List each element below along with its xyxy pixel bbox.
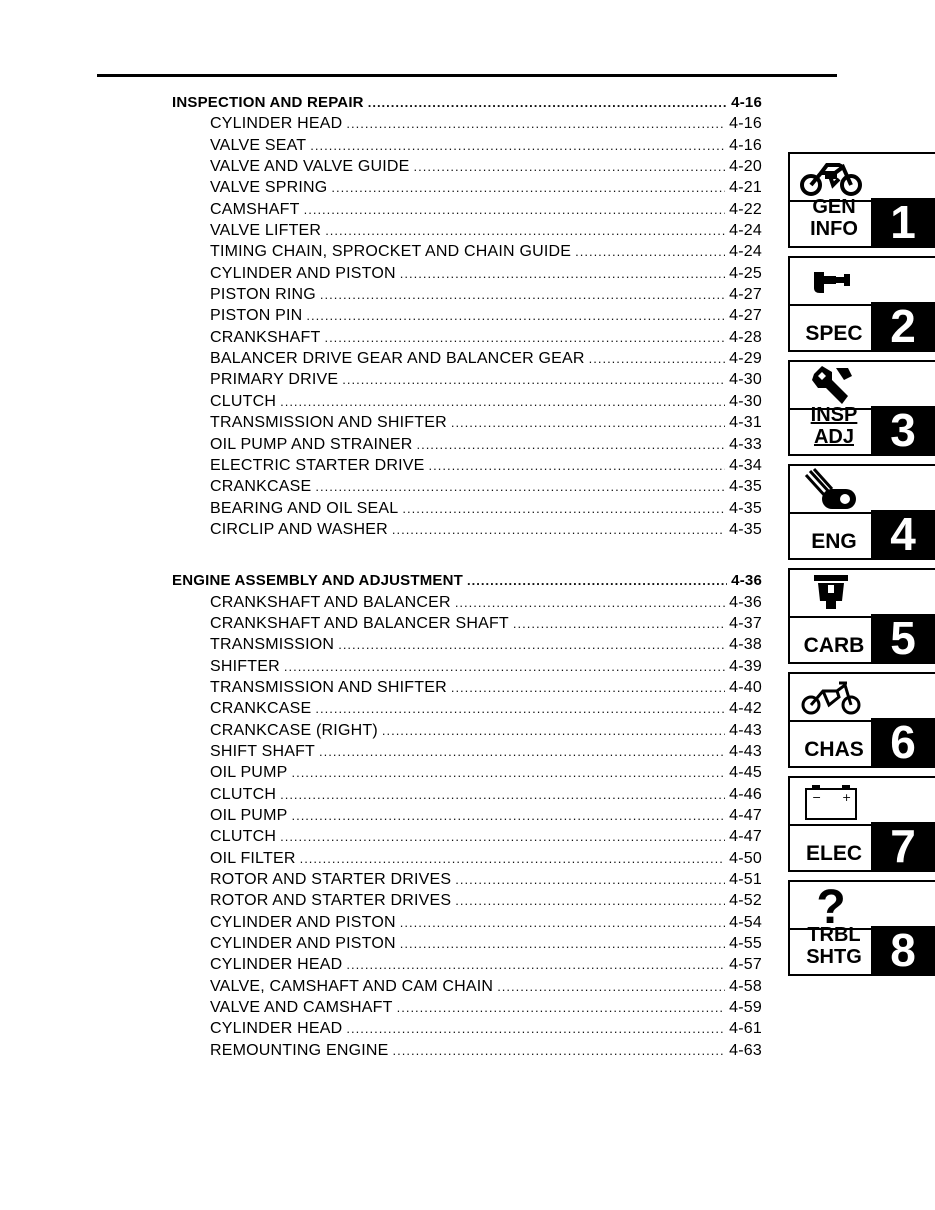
- dot-leader: [291, 805, 725, 826]
- question-icon: [790, 882, 872, 928]
- toc-section-heading[interactable]: [172, 570, 762, 591]
- dot-leader: [325, 220, 725, 241]
- toc-page-number: 4-16: [731, 94, 762, 111]
- toc-entry[interactable]: [172, 762, 762, 783]
- toc-entry-title: TRANSMISSION AND SHIFTER: [210, 414, 447, 432]
- toc-entry[interactable]: [172, 220, 762, 241]
- toc-entry-title: CAMSHAFT: [210, 200, 300, 218]
- dot-leader: [392, 519, 725, 540]
- wrench-gauge-icon: [790, 258, 872, 304]
- chapter-tabs: [788, 152, 935, 984]
- tab-divider: [790, 304, 872, 306]
- toc-entry-title: ENGINE ASSEMBLY AND ADJUSTMENT: [172, 572, 464, 590]
- motorcycle-icon: [790, 154, 872, 200]
- dot-leader: [310, 135, 725, 156]
- dot-leader: [280, 391, 725, 412]
- toc-page-number: 4-46: [729, 785, 762, 803]
- toc-entry-title: VALVE SPRING: [210, 179, 328, 197]
- dot-leader: [320, 284, 725, 305]
- dot-leader: [291, 762, 725, 783]
- chapter-tab-number: 5: [871, 614, 935, 662]
- toc-entry-title: TRANSMISSION AND SHIFTER: [210, 678, 447, 696]
- toc-page-number: 4-58: [729, 977, 762, 995]
- toc-entry[interactable]: [172, 634, 762, 655]
- toc-section: [172, 570, 762, 1061]
- dot-leader: [300, 848, 726, 869]
- chapter-tab-number: 8: [871, 926, 935, 974]
- chapter-tab-number: 1: [871, 198, 935, 246]
- toc-page-number: 4-59: [729, 999, 762, 1017]
- battery-icon: [790, 778, 872, 824]
- tab-divider: [790, 512, 872, 514]
- dot-leader: [393, 1040, 726, 1061]
- toc-entry[interactable]: [172, 284, 762, 305]
- toc-page-number: 4-30: [729, 392, 762, 410]
- toc-page-number: 4-28: [729, 328, 762, 346]
- toc-entry-title: BEARING AND OIL SEAL: [210, 499, 399, 517]
- chapter-tab-label-line: GEN: [812, 196, 856, 218]
- toc-entry[interactable]: [172, 391, 762, 412]
- dot-leader: [467, 570, 727, 591]
- toc-page-number: 4-35: [729, 478, 762, 496]
- toc-page-number: 4-63: [729, 1041, 762, 1059]
- chapter-tab[interactable]: [788, 360, 935, 456]
- toc-entry[interactable]: [172, 826, 762, 847]
- dot-leader: [315, 476, 725, 497]
- top-rule: [97, 74, 837, 77]
- tab-divider: [790, 616, 872, 618]
- dot-leader: [346, 113, 725, 134]
- toc-entry[interactable]: [172, 656, 762, 677]
- toc-page-number: 4-57: [729, 956, 762, 974]
- toc-entry-title: VALVE AND CAMSHAFT: [210, 999, 393, 1017]
- toc-entry[interactable]: [172, 476, 762, 497]
- toc-page-number: 4-34: [729, 456, 762, 474]
- carburetor-icon: [790, 570, 872, 616]
- toc-page-number: 4-29: [729, 350, 762, 368]
- toc-entry[interactable]: [172, 412, 762, 433]
- toc-entry-title: CRANKCASE: [210, 478, 312, 496]
- dot-leader: [346, 954, 725, 975]
- toc-entry[interactable]: [172, 177, 762, 198]
- chapter-tab[interactable]: [788, 672, 935, 768]
- toc-entry[interactable]: [172, 784, 762, 805]
- toc-page-number: 4-30: [729, 371, 762, 389]
- chapter-tab[interactable]: [788, 568, 935, 664]
- toc-entry[interactable]: [172, 912, 762, 933]
- toc-entry[interactable]: [172, 677, 762, 698]
- toc-page-number: 4-54: [729, 913, 762, 931]
- toc-page-number: 4-37: [729, 614, 762, 632]
- toc-entry[interactable]: [172, 348, 762, 369]
- toc-entry[interactable]: [172, 848, 762, 869]
- chapter-tab-number: 3: [871, 406, 935, 454]
- toc-page-number: 4-50: [729, 849, 762, 867]
- dot-leader: [416, 434, 725, 455]
- toc-page-number: 4-35: [729, 520, 762, 538]
- engine-icon: [790, 466, 872, 512]
- toc-page-number: 4-27: [729, 286, 762, 304]
- dot-leader: [575, 241, 725, 262]
- toc-page-number: 4-61: [729, 1020, 762, 1038]
- chapter-tab-label: [796, 196, 872, 240]
- toc-entry[interactable]: [172, 869, 762, 890]
- toc-page-number: 4-43: [729, 721, 762, 739]
- toc-entry-title: TIMING CHAIN, SPROCKET AND CHAIN GUIDE: [210, 243, 572, 261]
- toc-entry-title: OIL PUMP: [210, 764, 288, 782]
- toc-entry-title: PISTON RING: [210, 286, 316, 304]
- dot-leader: [451, 677, 725, 698]
- toc-entry-title: PISTON PIN: [210, 307, 303, 325]
- chapter-tab-label: [796, 635, 872, 656]
- dot-leader: [368, 92, 727, 113]
- wrench-icon: [790, 362, 872, 408]
- toc-entry[interactable]: [172, 1018, 762, 1039]
- toc-section-heading[interactable]: [172, 92, 762, 113]
- chapter-tab-label: [796, 404, 872, 448]
- toc-page-number: 4-47: [729, 807, 762, 824]
- toc-entry-title: CYLINDER AND PISTON: [210, 913, 396, 931]
- toc-page-number: 4-16: [729, 115, 762, 133]
- chapter-tab-label-line: ENG: [811, 530, 857, 553]
- toc-entry[interactable]: [172, 1040, 762, 1061]
- dot-leader: [315, 698, 725, 719]
- dot-leader: [429, 455, 726, 476]
- dot-leader: [451, 412, 725, 433]
- chapter-tab[interactable]: [788, 256, 935, 352]
- toc-entry-title: CYLINDER HEAD: [210, 956, 343, 974]
- toc-page-number: 4-21: [729, 179, 762, 197]
- dot-leader: [400, 933, 725, 954]
- toc-entry[interactable]: [172, 263, 762, 284]
- toc-entry-title: ROTOR AND STARTER DRIVES: [210, 871, 452, 889]
- svg-text:+: +: [842, 791, 852, 804]
- toc-page-number: 4-55: [729, 935, 762, 953]
- toc-page-number: 4-24: [729, 243, 762, 261]
- toc-entry-title: CRANKCASE: [210, 700, 312, 718]
- toc-entry-title: ROTOR AND STARTER DRIVES: [210, 892, 452, 910]
- dot-leader: [455, 890, 725, 911]
- dot-leader: [402, 498, 725, 519]
- toc-page-number: 4-40: [729, 678, 762, 696]
- chapter-tab-label: [796, 323, 872, 344]
- dot-leader: [414, 156, 726, 177]
- dot-leader: [342, 369, 725, 390]
- tab-divider: [790, 720, 872, 722]
- chapter-tab-label-line: CHAS: [804, 738, 864, 761]
- toc-entry-title: CYLINDER HEAD: [210, 1020, 343, 1038]
- toc-page-number: 4-51: [729, 871, 762, 889]
- dot-leader: [319, 741, 725, 762]
- toc-entry-title: CIRCLIP AND WASHER: [210, 520, 388, 538]
- toc-page-number: 4-45: [729, 764, 762, 782]
- toc-entry-title: TRANSMISSION: [210, 636, 335, 654]
- chapter-tab-label-line: SHTG: [806, 946, 862, 968]
- dot-leader: [284, 656, 725, 677]
- toc-entry-title: CLUTCH: [210, 392, 277, 410]
- chapter-tab-label-line: TRBL: [807, 924, 861, 946]
- toc-entry[interactable]: [172, 156, 762, 177]
- toc-entry[interactable]: [172, 954, 762, 975]
- dot-leader: [382, 720, 725, 741]
- dot-leader: [400, 263, 725, 284]
- toc-entry[interactable]: [172, 369, 762, 390]
- toc-entry[interactable]: [172, 498, 762, 519]
- toc-entry-title: CLUTCH: [210, 785, 277, 803]
- chapter-tab[interactable]: [788, 880, 935, 976]
- dot-leader: [304, 199, 726, 220]
- dot-leader: [280, 784, 725, 805]
- dot-leader: [455, 592, 725, 613]
- toc-page-number: 4-20: [729, 158, 762, 176]
- dot-leader: [497, 976, 725, 997]
- dot-leader: [400, 912, 725, 933]
- toc-entry[interactable]: [172, 805, 762, 826]
- toc-page-number: 4-27: [729, 307, 762, 325]
- dot-leader: [455, 869, 725, 890]
- toc-entry[interactable]: [172, 698, 762, 719]
- chapter-tab-number: 7: [871, 822, 935, 870]
- chapter-tab[interactable]: [788, 776, 935, 872]
- chapter-tab-label: [796, 531, 872, 552]
- toc-entry[interactable]: [172, 305, 762, 326]
- toc-entry[interactable]: [172, 434, 762, 455]
- toc-entry-title: CYLINDER HEAD: [210, 115, 343, 133]
- chapter-tab-label-line: SPEC: [805, 322, 863, 345]
- chapter-tab-label: [796, 843, 872, 864]
- chapter-tab[interactable]: [788, 464, 935, 560]
- toc-page-number: 4-25: [729, 264, 762, 282]
- svg-text:−: −: [812, 791, 822, 804]
- dot-leader: [324, 327, 725, 348]
- dot-leader: [280, 826, 725, 847]
- toc-page-number: 4-22: [729, 200, 762, 218]
- toc-page-number: 4-31: [729, 414, 762, 432]
- chapter-tab-label-line: INSP: [810, 404, 858, 426]
- toc-entry-title: SHIFTER: [210, 657, 280, 675]
- motorcycle-outline-icon: [790, 674, 872, 720]
- toc-entry-title: CYLINDER AND PISTON: [210, 935, 396, 953]
- toc-entry[interactable]: [172, 135, 762, 156]
- toc-page-number: 4-52: [729, 892, 762, 910]
- toc-page-number: 4-35: [729, 499, 762, 517]
- toc-entry[interactable]: [172, 519, 762, 540]
- toc-section: [172, 92, 762, 540]
- toc-entry-title: VALVE AND VALVE GUIDE: [210, 158, 410, 176]
- toc-page-number: 4-33: [729, 435, 762, 453]
- toc-entry-title: BALANCER DRIVE GEAR AND BALANCER GEAR: [210, 350, 585, 368]
- toc-entry[interactable]: [172, 890, 762, 911]
- toc-entry-title: VALVE SEAT: [210, 136, 307, 154]
- toc-entry[interactable]: [172, 613, 762, 634]
- dot-leader: [397, 997, 726, 1018]
- chapter-tab-number: 4: [871, 510, 935, 558]
- chapter-tab-label-line: INFO: [810, 218, 858, 240]
- toc-page-number: 4-38: [729, 636, 762, 654]
- toc-entry-title: OIL FILTER: [210, 849, 296, 867]
- toc-entry-title: CYLINDER AND PISTON: [210, 264, 396, 282]
- chapter-tab-label-line: CARB: [803, 634, 865, 657]
- toc-page-number: 4-42: [729, 700, 762, 718]
- toc-entry-title: CRANKCASE (RIGHT): [210, 721, 378, 739]
- toc-entry[interactable]: [172, 976, 762, 997]
- dot-leader: [513, 613, 725, 634]
- chapter-tab-label-line: ELEC: [805, 842, 862, 865]
- toc-entry-title: PRIMARY DRIVE: [210, 371, 339, 389]
- toc-page-number: 4-39: [729, 657, 762, 675]
- chapter-tab-label: [796, 924, 872, 968]
- toc-entry-title: CRANKSHAFT AND BALANCER: [210, 593, 451, 611]
- toc-entry[interactable]: [172, 997, 762, 1018]
- dot-leader: [306, 305, 725, 326]
- dot-leader: [346, 1018, 725, 1039]
- toc-entry[interactable]: [172, 241, 762, 262]
- toc-entry[interactable]: [172, 741, 762, 762]
- toc-page-number: 4-36: [731, 572, 762, 590]
- chapter-tab-label: [796, 739, 872, 760]
- toc-entry-title: CLUTCH: [210, 828, 277, 846]
- toc-page-number: 4-24: [729, 222, 762, 240]
- toc-entry-title: CRANKSHAFT: [210, 328, 321, 346]
- chapter-tab-number: 2: [871, 302, 935, 350]
- dot-leader: [589, 348, 726, 369]
- toc-entry-title: REMOUNTING ENGINE: [210, 1041, 389, 1059]
- toc-entry-title: CRANKSHAFT AND BALANCER SHAFT: [210, 614, 509, 632]
- tab-divider: [790, 824, 872, 826]
- toc-entry-title: VALVE LIFTER: [210, 222, 322, 240]
- toc-entry[interactable]: [172, 592, 762, 613]
- dot-leader: [331, 177, 725, 198]
- dot-leader: [338, 634, 725, 655]
- svg-text:?: ?: [816, 883, 846, 927]
- toc-entry[interactable]: [172, 199, 762, 220]
- toc-page-number: 4-16: [729, 136, 762, 154]
- toc-page-number: 4-43: [729, 742, 762, 760]
- table-of-contents: [172, 92, 762, 1061]
- toc-entry[interactable]: [172, 113, 762, 134]
- toc-entry[interactable]: [172, 933, 762, 954]
- toc-entry[interactable]: [172, 720, 762, 741]
- chapter-tab[interactable]: [788, 152, 935, 248]
- toc-entry-title: SHIFT SHAFT: [210, 742, 316, 760]
- toc-page-number: 4-47: [729, 828, 762, 846]
- toc-entry[interactable]: [172, 327, 762, 348]
- toc-entry-title: OIL PUMP: [210, 807, 288, 824]
- chapter-tab-label-line: ADJ: [813, 426, 854, 448]
- toc-entry-title: OIL PUMP AND STRAINER: [210, 435, 413, 453]
- chapter-tab-number: 6: [871, 718, 935, 766]
- toc-entry-title: VALVE, CAMSHAFT AND CAM CHAIN: [210, 977, 494, 995]
- toc-entry-title: INSPECTION AND REPAIR: [172, 94, 364, 111]
- toc-page-number: 4-36: [729, 593, 762, 611]
- toc-entry[interactable]: [172, 455, 762, 476]
- toc-entry-title: ELECTRIC STARTER DRIVE: [210, 456, 425, 474]
